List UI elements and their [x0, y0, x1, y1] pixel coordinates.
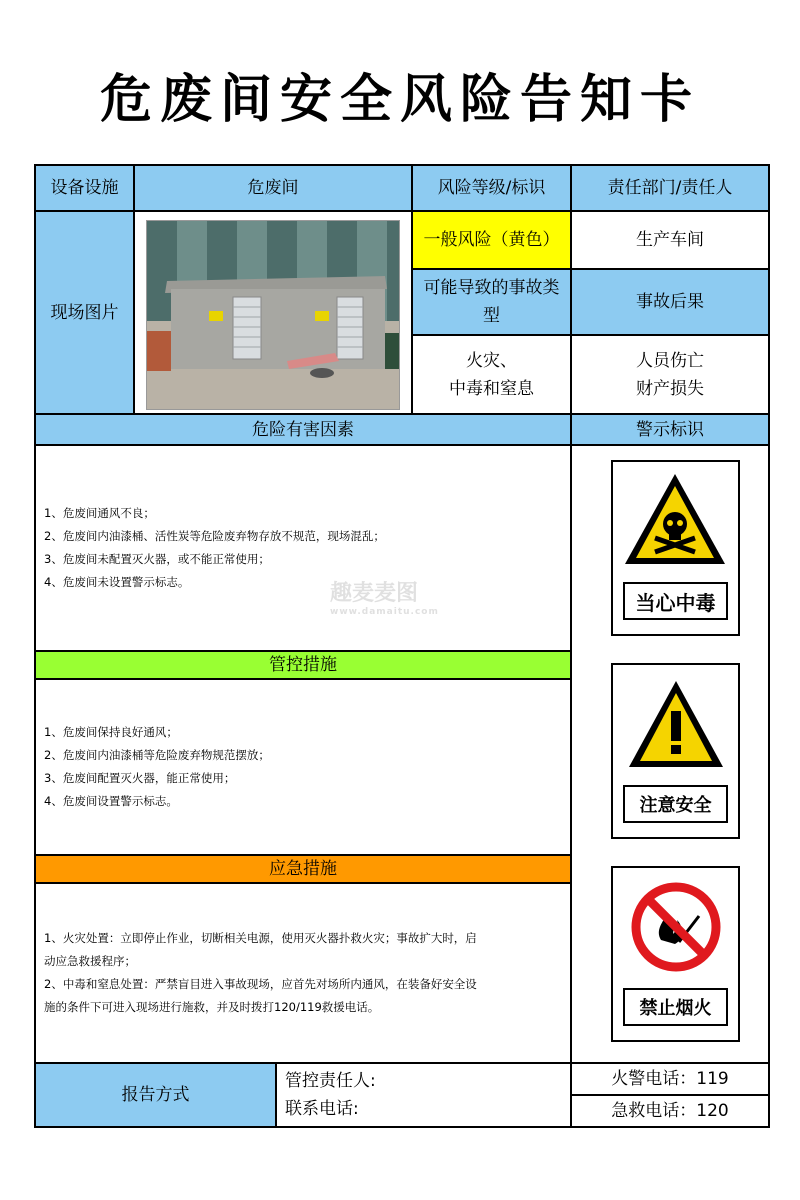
aid-phone: 急救电话：120	[570, 1094, 770, 1128]
sign-poison	[611, 460, 740, 636]
control-person-label: 管控责任人:	[285, 1071, 376, 1091]
equipment-label: 设备设施	[34, 164, 135, 212]
sign-caution	[611, 663, 740, 839]
emergency-list	[34, 882, 572, 1064]
hazard-item: 4、危废间未设置警示标志。	[44, 575, 190, 589]
consequence-1: 人员伤亡	[636, 350, 704, 371]
photo-label: 现场图片	[34, 210, 135, 415]
exclamation-warning-icon	[627, 679, 725, 771]
emergency-item: 动应急救援程序；	[44, 954, 136, 968]
watermark-brand: 趣麦麦图	[330, 581, 419, 606]
hazard-item: 2、危废间内油漆桶、活性炭等危险废弃物存放不规范，现场混乱；	[44, 529, 385, 543]
emergency-item: 1、火灾处置：立即停止作业，切断相关电源，使用灭火器扑救火灾；事故扩大时，启	[44, 931, 477, 945]
risk-level-label: 风险等级/标识	[411, 164, 572, 212]
controls-list	[34, 678, 572, 856]
report-method-label: 报告方式	[34, 1062, 277, 1128]
watermark-url: www.damaitu.com	[330, 607, 439, 617]
control-item: 1、危废间保持良好通风；	[44, 725, 178, 739]
emergency-item: 2、中毒和窒息处置：严禁盲目进入事故现场，应首先对场所内通风，在装备好安全设	[44, 977, 477, 991]
accident-types	[411, 334, 572, 415]
accident-type-1: 火灾、	[466, 350, 517, 371]
sign-no-fire	[611, 866, 740, 1042]
warning-signs-header: 警示标识	[570, 413, 770, 446]
control-item: 4、危废间设置警示标志。	[44, 794, 178, 808]
risk-level-value: 一般风险（黄色）	[411, 210, 572, 270]
department-value: 生产车间	[570, 210, 770, 270]
site-photo	[146, 220, 400, 410]
page-title: 危废间安全风险告知卡	[99, 70, 700, 130]
consequence-2: 财产损失	[636, 378, 704, 399]
equipment-value: 危废间	[133, 164, 413, 212]
skull-warning-icon	[623, 470, 728, 570]
contact-phone-label: 联系电话:	[285, 1099, 359, 1119]
sign-poison-label: 当心中毒	[623, 582, 728, 620]
consequences	[570, 334, 770, 415]
consequence-label: 事故后果	[570, 268, 770, 336]
responsible-label: 责任部门/责任人	[570, 164, 770, 212]
hazards-header: 危险有害因素	[34, 413, 572, 446]
control-item: 3、危废间配置灭火器，能正常使用；	[44, 771, 236, 785]
emergency-header: 应急措施	[34, 854, 572, 884]
accident-type-label: 可能导致的事故类型	[411, 268, 572, 336]
control-item: 2、危废间内油漆桶等危险废弃物规范摆放；	[44, 748, 270, 762]
hazards-list	[34, 444, 572, 652]
hazard-item: 1、危废间通风不良；	[44, 506, 155, 520]
controls-header: 管控措施	[34, 650, 572, 680]
hazard-item: 3、危废间未配置灭火器，或不能正常使用；	[44, 552, 270, 566]
sign-no-fire-label: 禁止烟火	[623, 988, 728, 1026]
emergency-item: 施的条件下可进入现场进行施救，并及时拨打120/119救援电话。	[44, 1000, 380, 1014]
sign-caution-label: 注意安全	[623, 785, 728, 823]
no-fire-icon	[631, 882, 721, 972]
watermark	[330, 576, 439, 617]
accident-type-2: 中毒和窒息	[449, 378, 534, 399]
fire-phone: 火警电话：119	[570, 1062, 770, 1096]
control-contact-cell	[275, 1062, 572, 1128]
